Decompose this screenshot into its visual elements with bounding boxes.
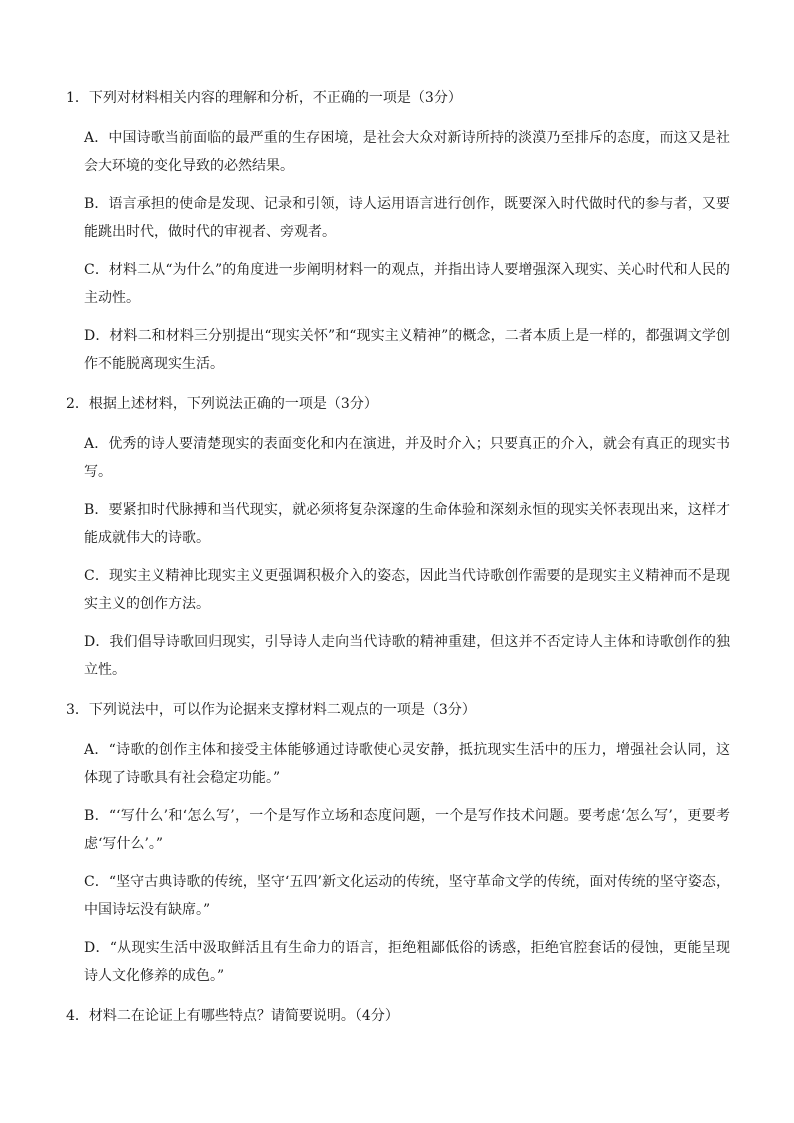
question-3-option-a: A．“诗歌的创作主体和接受主体能够通过诗歌使心灵安静，抵抗现实生活中的压力，增强社会认同，这体现了诗歌具有社会稳定功能。” [84,742,730,786]
question-1-option-d: D．材料二和材料三分别提出“现实关怀”和“现实主义精神”的概念，二者本质上是一样的，都强调文学创作不能脱离现实生活。 [84,328,730,372]
question-2-option-d: D．我们倡导诗歌回归现实，引导诗人走向当代诗歌的精神重建，但这并不否定诗人主体和诗歌创作的独立性。 [84,634,730,678]
question-3-option-d: D．“从现实生活中汲取鲜活且有生命力的语言，拒绝粗鄙低俗的诱惑，拒绝官腔套话的侵蚀，更能呈现诗人文化修养的成色。” [84,940,730,984]
question-2-option-a: A．优秀的诗人要清楚现实的表面变化和内在演进，并及时介入；只要真正的介入，就会有真正的现实书写。 [84,436,730,480]
question-1-option-a: A．中国诗歌当前面临的最严重的生存困境，是社会大众对新诗所持的淡漠乃至排斥的态度，而这又是社会大环境的变化导致的必然结果。 [84,130,730,174]
question-1-stem: 1．下列对材料相关内容的理解和分析，不正确的一项是（3分） [66,90,462,106]
question-3-option-b: B．“‘写什么’和‘怎么写’，一个是写作立场和态度问题，一个是写作技术问题。要考虑‘怎么写’，更要考虑‘写什么’。” [84,808,730,852]
question-1-option-b: B．语言承担的使命是发现、记录和引领，诗人运用语言进行创作，既要深入时代做时代的参与者，又要能跳出时代，做时代的审视者、旁观者。 [84,196,730,240]
question-3-stem: 3．下列说法中，可以作为论据来支撑材料二观点的一项是（3分） [66,702,476,718]
question-1-option-c: C．材料二从“为什么”的角度进一步阐明材料一的观点，并指出诗人要增强深入现实、关心时代和人民的主动性。 [84,262,730,306]
question-3-option-c: C．“坚守古典诗歌的传统，坚守‘五四’新文化运动的传统，坚守革命文学的传统，面对传统的坚守姿态，中国诗坛没有缺席。” [84,874,730,918]
question-2-option-c: C．现实主义精神比现实主义更强调积极介入的姿态，因此当代诗歌创作需要的是现实主义精神而不是现实主义的创作方法。 [84,568,730,612]
question-2-stem: 2．根据上述材料，下列说法正确的一项是（3分） [66,396,378,412]
question-4-stem: 4．材料二在论证上有哪些特点？请简要说明。（4分） [66,1008,399,1024]
question-2-option-b: B．要紧扣时代脉搏和当代现实，就必须将复杂深邃的生命体验和深刻永恒的现实关怀表现出来，这样才能成就伟大的诗歌。 [84,502,730,546]
